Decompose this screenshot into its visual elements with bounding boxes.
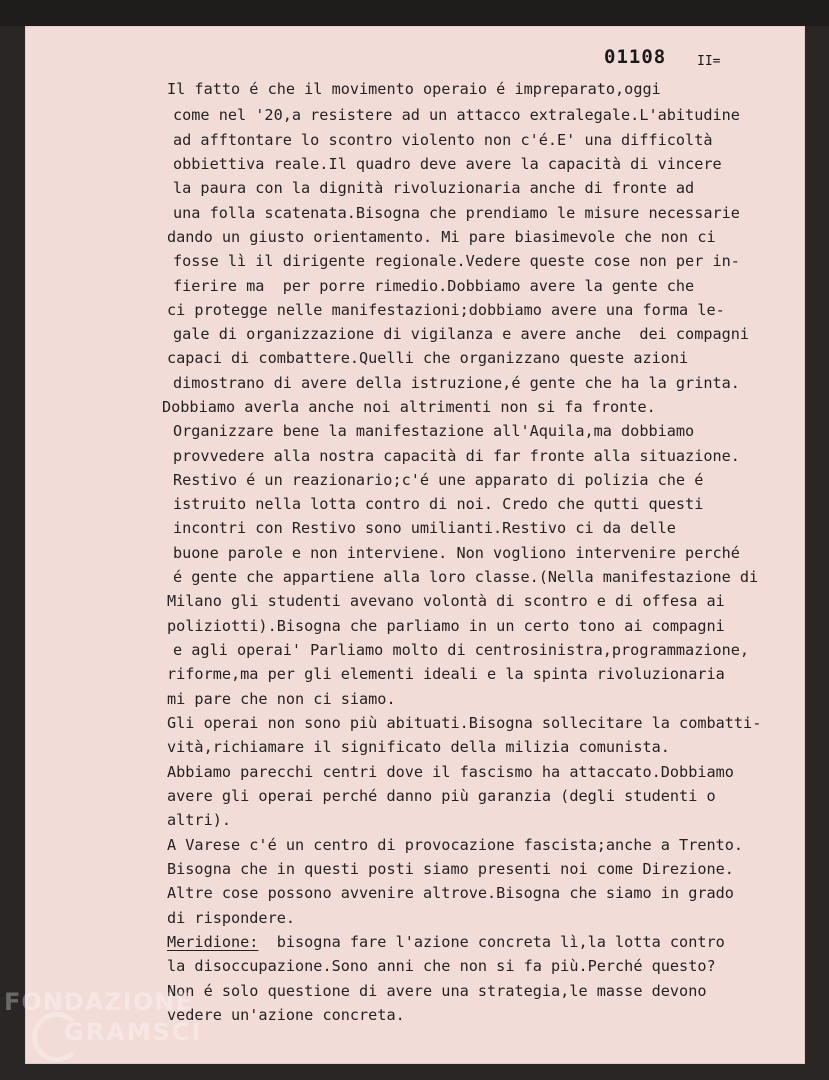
text-line: Dobbiamo averla anche noi altrimenti non si fa fronte.	[162, 398, 656, 416]
text-line: di rispondere.	[167, 909, 296, 927]
text-line: istruito nella lotta contro di noi. Credo che qutti questi	[173, 495, 704, 513]
text-line: come nel '20,a resistere ad un attacco extralegale.L'abitudine	[173, 106, 740, 124]
text-line: ad afftontare lo scontro violento non c'é.E' una difficoltà	[173, 131, 713, 149]
text-line: altri).	[167, 811, 232, 829]
watermark-line1: FONDAZIONE	[4, 988, 193, 1016]
text-line: capaci di combattere.Quelli che organizzano queste azioni	[167, 349, 689, 367]
text-line: dando un giusto orientamento. Mi pare biasimevole che non ci	[167, 228, 716, 246]
text-line: una folla scatenata.Bisogna che prendiamo le misure necessarie	[173, 204, 740, 222]
text-line: Il fatto é che il movimento operaio é impreparato,oggi	[167, 80, 661, 98]
text-line: avere gli operai perché danno più garanzia (degli studenti o	[167, 787, 716, 805]
text-line: Altre cose possono avvenire altrove.Bisogna che siamo in grado	[167, 884, 734, 902]
text-line: A Varese c'é un centro di provocazione fascista;anche a Trento.	[167, 836, 744, 854]
text-line: Restivo é un reazionario;c'é une apparato di polizia che é	[173, 471, 704, 489]
text-line: obbiettiva reale.Il quadro deve avere la capacità di vincere	[173, 155, 722, 173]
page-marker: II=	[697, 54, 721, 69]
text-line: vedere un'azione concreta.	[167, 1006, 405, 1024]
text-line: la disoccupazione.Sono anni che non si fa più.Perché questo?	[167, 957, 716, 975]
text-line: vità,richiamare il significato della milizia comunista.	[167, 738, 670, 756]
text-line: riforme,ma per gli elementi ideali e la spinta rivoluzionaria	[167, 665, 725, 683]
archive-frame	[0, 0, 829, 26]
text-line: gale di organizzazione di vigilanza e avere anche dei compagni	[173, 325, 750, 343]
text-line: ci protegge nelle manifestazioni;dobbiamo avere una forma le-	[167, 301, 725, 319]
text-line: e agli operai' Parliamo molto di centrosinistra,programmazione,	[173, 641, 750, 659]
watermark	[4, 990, 202, 1044]
text-line: buone parole e non interviene. Non vogliono intervenire perché	[173, 544, 740, 562]
text-line: provvedere alla nostra capacità di far fronte alla situazione.	[173, 447, 740, 465]
text-line: Non é solo questione di avere una strategia,le masse devono	[167, 982, 707, 1000]
text-line: Milano gli studenti avevano volontà di scontro e di offesa ai	[167, 592, 725, 610]
text-line: Abbiamo parecchi centri dove il fascismo ha attaccato.Dobbiamo	[167, 763, 734, 781]
text-line: la paura con la dignità rivoluzionaria anche di fronte ad	[173, 179, 695, 197]
section-label-meridione: Meridione:	[167, 933, 259, 951]
text-line: Bisogna che in questi posti siamo presenti noi come Direzione.	[167, 860, 734, 878]
text-line: Meridione: bisogna fare l'azione concreta lì,la lotta contro	[167, 933, 725, 951]
text-line: mi pare che non ci siamo.	[167, 690, 396, 708]
text-line: é gente che appartiene alla loro classe.(Nella manifestazione di	[173, 568, 759, 586]
text-line: fosse lì il dirigente regionale.Vedere queste cose non per in-	[173, 252, 740, 270]
text-line: fierire ma per porre rimedio.Dobbiamo avere la gente che	[173, 277, 695, 295]
text-line: poliziotti).Bisogna che parliamo in un certo tono ai compagni	[167, 617, 725, 635]
document-number: 01108	[604, 46, 667, 68]
watermark-line2: GRAMSCI	[64, 1018, 203, 1046]
text-line: Gli operai non sono più abituati.Bisogna sollecitare la combatti-	[167, 714, 762, 732]
text-line: Organizzare bene la manifestazione all'Aquila,ma dobbiamo	[173, 422, 695, 440]
text-line: incontri con Restivo sono umilianti.Restivo ci da delle	[173, 519, 676, 537]
text-line: dimostrano di avere della istruzione,é gente che ha la grinta.	[173, 374, 740, 392]
